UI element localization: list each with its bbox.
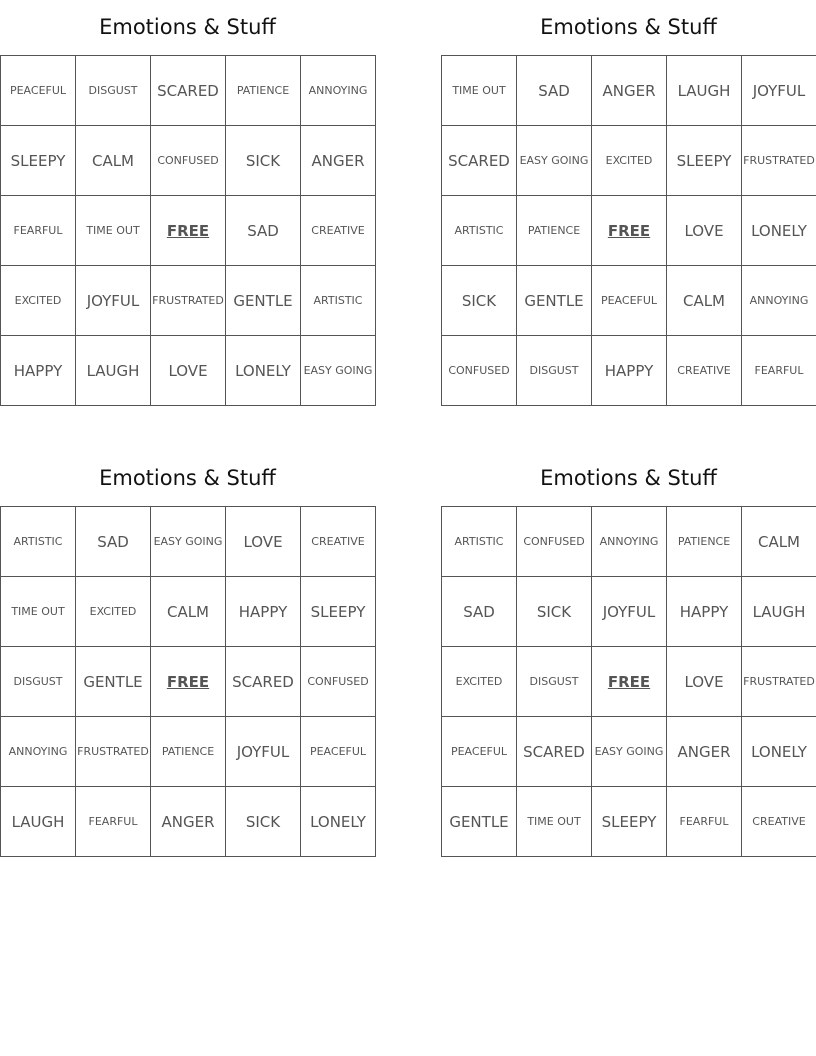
- grid-row: [442, 647, 816, 717]
- bingo-cell: CREATIVE: [667, 336, 742, 406]
- bingo-cell: FRUSTRATED: [742, 126, 816, 196]
- bingo-cell: PATIENCE: [226, 56, 301, 126]
- bingo-cell: ANGER: [151, 787, 226, 857]
- bingo-cell: SCARED: [517, 717, 592, 787]
- bingo-cell: SAD: [76, 507, 151, 577]
- bingo-cell: SICK: [442, 266, 517, 336]
- bingo-cell: LAUGH: [742, 577, 816, 647]
- grid-row: [442, 196, 816, 266]
- bingo-cell: LOVE: [226, 507, 301, 577]
- card-title: Emotions & Stuff: [540, 15, 717, 39]
- bingo-cell: PEACEFUL: [1, 56, 76, 126]
- grid-row: [442, 577, 816, 647]
- bingo-cell: GENTLE: [517, 266, 592, 336]
- bingo-cell: EASY GOING: [592, 717, 667, 787]
- bingo-cell: PEACEFUL: [592, 266, 667, 336]
- card-title: Emotions & Stuff: [99, 466, 276, 490]
- bingo-cell: GENTLE: [76, 647, 151, 717]
- bingo-cell: FEARFUL: [667, 787, 742, 857]
- grid-row: [442, 336, 816, 406]
- bingo-cell: CALM: [76, 126, 151, 196]
- bingo-cell: SLEEPY: [1, 126, 76, 196]
- bingo-cell: CONFUSED: [301, 647, 376, 717]
- grid-row: [1, 56, 376, 126]
- grid-row: [442, 266, 816, 336]
- bingo-cell: CALM: [742, 507, 816, 577]
- bingo-cell: SCARED: [226, 647, 301, 717]
- bingo-cell: LOVE: [151, 336, 226, 406]
- grid-row: [1, 647, 376, 717]
- bingo-cell: EASY GOING: [151, 507, 226, 577]
- free-space: FREE: [592, 196, 667, 266]
- bingo-cell: TIME OUT: [442, 56, 517, 126]
- bingo-grid: [0, 506, 376, 857]
- bingo-cell: JOYFUL: [592, 577, 667, 647]
- bingo-cell: SLEEPY: [667, 126, 742, 196]
- bingo-cell: ARTISTIC: [442, 196, 517, 266]
- bingo-cell: HAPPY: [592, 336, 667, 406]
- bingo-cell: CONFUSED: [442, 336, 517, 406]
- bingo-cell: PEACEFUL: [301, 717, 376, 787]
- bingo-grid: [0, 55, 376, 406]
- grid-row: [442, 126, 816, 196]
- grid-row: [442, 717, 816, 787]
- bingo-cell: ARTISTIC: [442, 507, 517, 577]
- bingo-grid: [441, 506, 816, 857]
- bingo-cell: SCARED: [151, 56, 226, 126]
- bingo-cell: JOYFUL: [76, 266, 151, 336]
- bingo-card: [441, 0, 816, 406]
- bingo-cell: ANNOYING: [592, 507, 667, 577]
- bingo-cell: EXCITED: [76, 577, 151, 647]
- bingo-cell: CREATIVE: [301, 507, 376, 577]
- bingo-cell: SLEEPY: [592, 787, 667, 857]
- bingo-cell: GENTLE: [442, 787, 517, 857]
- bingo-cell: ARTISTIC: [1, 507, 76, 577]
- bingo-cell: ANNOYING: [742, 266, 816, 336]
- bingo-cell: DISGUST: [517, 336, 592, 406]
- bingo-cell: LONELY: [742, 196, 816, 266]
- bingo-cell: LOVE: [667, 196, 742, 266]
- bingo-cell: EASY GOING: [517, 126, 592, 196]
- bingo-cell: CREATIVE: [301, 196, 376, 266]
- bingo-cell: SICK: [517, 577, 592, 647]
- bingo-cell: HAPPY: [1, 336, 76, 406]
- card-title: Emotions & Stuff: [99, 15, 276, 39]
- bingo-cell: CALM: [667, 266, 742, 336]
- grid-row: [1, 787, 376, 857]
- bingo-cell: FRUSTRATED: [742, 647, 816, 717]
- grid-row: [1, 717, 376, 787]
- bingo-cell: SCARED: [442, 126, 517, 196]
- bingo-cell: TIME OUT: [76, 196, 151, 266]
- bingo-card: [441, 451, 816, 857]
- bingo-card: [0, 0, 375, 406]
- bingo-cell: EXCITED: [1, 266, 76, 336]
- bingo-cell: DISGUST: [76, 56, 151, 126]
- bingo-cell: LAUGH: [1, 787, 76, 857]
- bingo-cell: ANGER: [592, 56, 667, 126]
- bingo-cell: FRUSTRATED: [151, 266, 226, 336]
- free-space: FREE: [151, 196, 226, 266]
- bingo-grid: [441, 55, 816, 406]
- bingo-cell: FEARFUL: [76, 787, 151, 857]
- bingo-cell: FEARFUL: [1, 196, 76, 266]
- bingo-cell: ANNOYING: [301, 56, 376, 126]
- bingo-cell: JOYFUL: [226, 717, 301, 787]
- bingo-cell: GENTLE: [226, 266, 301, 336]
- bingo-card: [0, 451, 375, 857]
- bingo-cell: FEARFUL: [742, 336, 816, 406]
- grid-row: [1, 507, 376, 577]
- bingo-cell: PATIENCE: [517, 196, 592, 266]
- bingo-cell: SICK: [226, 787, 301, 857]
- grid-row: [442, 787, 816, 857]
- grid-row: [442, 56, 816, 126]
- bingo-cell: SAD: [226, 196, 301, 266]
- bingo-cell: DISGUST: [1, 647, 76, 717]
- grid-row: [1, 266, 376, 336]
- bingo-cell: PEACEFUL: [442, 717, 517, 787]
- bingo-cell: LAUGH: [76, 336, 151, 406]
- bingo-cell: LOVE: [667, 647, 742, 717]
- bingo-cell: SLEEPY: [301, 577, 376, 647]
- bingo-cell: EASY GOING: [301, 336, 376, 406]
- bingo-cell: ARTISTIC: [301, 266, 376, 336]
- bingo-cell: LONELY: [301, 787, 376, 857]
- bingo-cell: SAD: [517, 56, 592, 126]
- grid-row: [1, 336, 376, 406]
- bingo-cell: FRUSTRATED: [76, 717, 151, 787]
- bingo-cell: LAUGH: [667, 56, 742, 126]
- bingo-cell: TIME OUT: [517, 787, 592, 857]
- bingo-cell: EXCITED: [442, 647, 517, 717]
- bingo-cell: ANGER: [667, 717, 742, 787]
- card-title: Emotions & Stuff: [540, 466, 717, 490]
- bingo-cell: CREATIVE: [742, 787, 816, 857]
- free-space: FREE: [592, 647, 667, 717]
- bingo-cell: HAPPY: [226, 577, 301, 647]
- grid-row: [1, 577, 376, 647]
- bingo-cell: DISGUST: [517, 647, 592, 717]
- bingo-cell: PATIENCE: [151, 717, 226, 787]
- bingo-cell: SICK: [226, 126, 301, 196]
- grid-row: [442, 507, 816, 577]
- free-space: FREE: [151, 647, 226, 717]
- grid-row: [1, 126, 376, 196]
- bingo-cell: SAD: [442, 577, 517, 647]
- bingo-cell: ANGER: [301, 126, 376, 196]
- bingo-cell: JOYFUL: [742, 56, 816, 126]
- bingo-cell: LONELY: [226, 336, 301, 406]
- bingo-cell: HAPPY: [667, 577, 742, 647]
- bingo-cell: ANNOYING: [1, 717, 76, 787]
- bingo-cell: LONELY: [742, 717, 816, 787]
- grid-row: [1, 196, 376, 266]
- bingo-cell: CONFUSED: [517, 507, 592, 577]
- bingo-cell: PATIENCE: [667, 507, 742, 577]
- bingo-cell: EXCITED: [592, 126, 667, 196]
- bingo-cell: TIME OUT: [1, 577, 76, 647]
- bingo-cell: CONFUSED: [151, 126, 226, 196]
- bingo-cell: CALM: [151, 577, 226, 647]
